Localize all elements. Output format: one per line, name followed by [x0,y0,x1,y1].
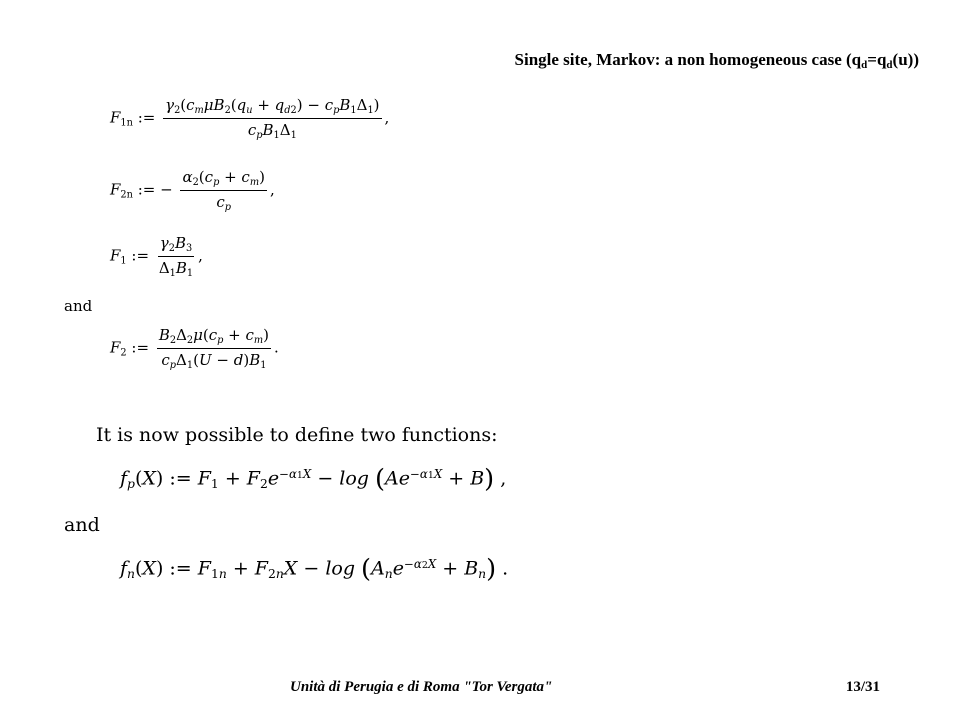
intro-sentence: It is now possible to define two functions: [96,424,498,446]
equation-fn: $f_n(X)$ := $F_{1n} + F_{2n}X - \log (A_ne^{-\alpha 2X} + B_n)$ . [120,554,509,584]
equation-f1n: $F_{1n}$ := $\frac{\gamma_2(c_m\mu B_2(q_u + q_{d2}) - c_pB_1\Delta_1)}{c_pB_1\Delta_1}$ , [110,96,390,141]
and-text-2: and [64,514,100,536]
equation-f2n: $F_{2n}$ := − $\frac{\alpha_2(c_p + c_m)}{c_p}$ , [110,168,275,213]
and-text-1: and [64,297,93,315]
page-number: 13/31 [845,679,880,695]
equation-f2: $F_2$ := $\frac{B_2\Delta_2\mu(c_p + c_m)}{c_p\Delta_1(U - d)B_1}$ . [110,326,279,371]
slide-title: Single site, Markov: a non homogeneous case $(q_d=q_d(u))$ [514,50,919,71]
equation-f1: $F_1$ := $\frac{\gamma_2B_3}{\Delta_1B_1}$ , [110,234,203,279]
equation-fp: $f_p(X)$ := $F_1 + F_2e^{-\alpha 1X} - \log (Ae^{-\alpha 1X} + B)$ , [120,464,507,494]
footer-institution: Unità di Perugia e di Roma "Tor Vergata" [290,679,553,695]
